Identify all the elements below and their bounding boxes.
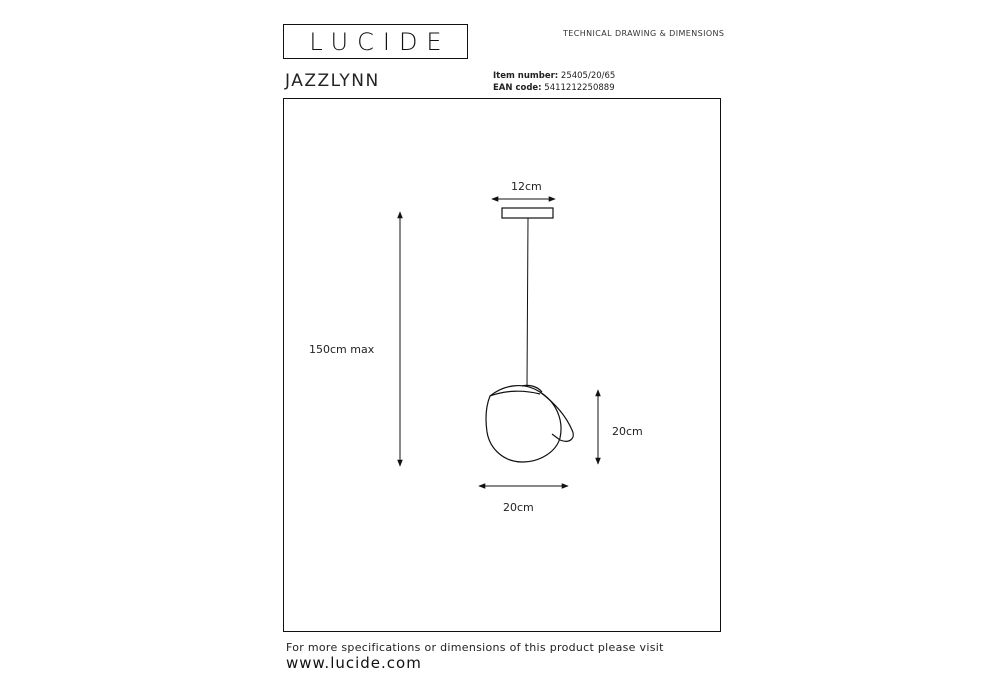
ceiling-canopy: [502, 208, 553, 218]
ean-value: 5411212250889: [544, 83, 615, 93]
suspension-cord: [527, 218, 528, 386]
shade-width-label: 20cm: [503, 501, 534, 514]
footer-url: www.lucide.com: [286, 654, 422, 672]
ean-label: EAN code:: [493, 83, 542, 93]
product-name: JAZZLYNN: [285, 71, 380, 91]
total-height-label: 150cm max: [309, 343, 375, 356]
lamp-shade: [486, 385, 573, 462]
section-title: TECHNICAL DRAWING & DIMENSIONS: [563, 29, 725, 38]
shade-height-label: 20cm: [612, 425, 643, 438]
footer-note: For more specifications or dimensions of this product please visit: [286, 641, 664, 654]
brand-logo-text: LUCIDE: [309, 27, 451, 56]
canopy-width-label: 12cm: [511, 180, 542, 193]
item-number-label: Item number:: [493, 71, 559, 81]
item-number-value: 25405/20/65: [560, 71, 616, 81]
